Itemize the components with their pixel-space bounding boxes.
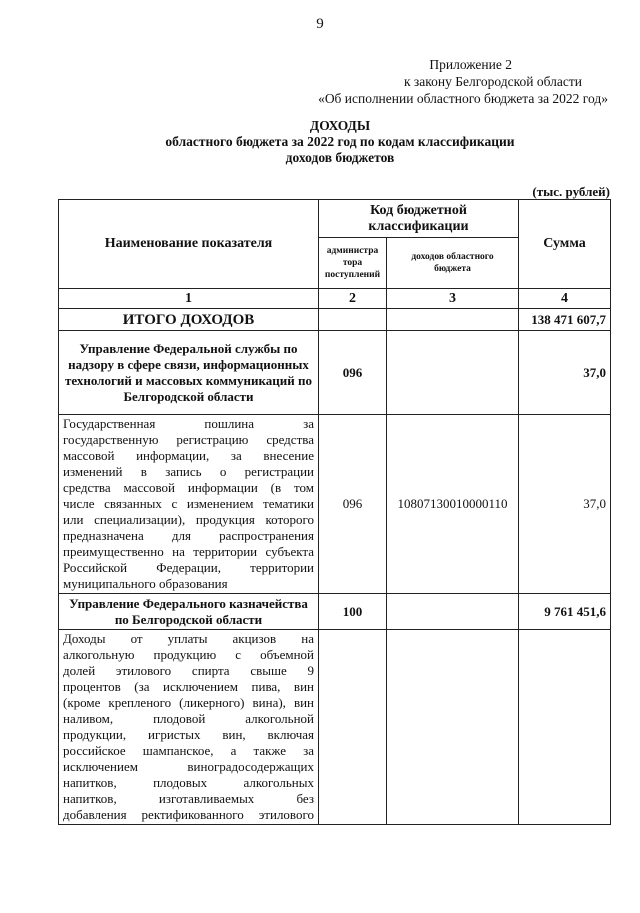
row-name-line: изменений в запись о регистрации	[63, 464, 314, 479]
row-name-line: продукции, игристых вин, включая	[63, 727, 314, 742]
column-number: 1	[59, 289, 319, 309]
total-sum: 138 471 607,7	[519, 309, 611, 331]
table-row	[59, 594, 611, 630]
row-name	[59, 415, 319, 594]
row-code: 10807130010000110	[387, 415, 519, 594]
table-row	[59, 331, 611, 415]
header-sum: Сумма	[519, 200, 611, 289]
total-label: ИТОГО ДОХОДОВ	[59, 309, 319, 331]
row-admin	[319, 630, 387, 825]
total-code	[387, 309, 519, 331]
row-name-line: Государственная пошлина за	[63, 416, 314, 431]
table-row	[59, 630, 611, 825]
row-name-line: Российской Федерации, территории	[63, 560, 314, 575]
row-code	[387, 594, 519, 630]
appendix-line-3: «Об исполнении областного бюджета за 2022 год»	[318, 91, 608, 106]
heading-title: ДОХОДЫ	[309, 118, 371, 133]
row-name-line: государственную регистрацию средства	[63, 432, 314, 447]
table-row	[59, 415, 611, 594]
document-heading	[0, 118, 640, 166]
header-income-code: доходов областного бюджета	[387, 238, 519, 289]
row-name-line: Доходы от уплаты акцизов на	[63, 631, 314, 646]
row-sum: 37,0	[519, 331, 611, 415]
row-admin: 096	[319, 415, 387, 594]
row-code	[387, 630, 519, 825]
row-name-line: (кроме крепленого (ликерного) вина), вин	[63, 695, 314, 710]
appendix-block	[318, 56, 608, 107]
row-name-line: исключением виноградосодержащих	[63, 759, 314, 774]
column-number: 2	[319, 289, 387, 309]
row-name: Управление Федеральной службы по надзору в сфере связи, информационных технологий и массовых коммуникаций по Белгородской области	[59, 331, 319, 415]
page-number: 9	[316, 16, 324, 32]
column-numbers-row	[59, 289, 611, 309]
row-name-line: российское шампанское, а также за	[63, 743, 314, 758]
heading-line-3: доходов бюджетов	[285, 150, 395, 165]
header-name: Наименование показателя	[59, 200, 319, 289]
row-name-line: добавления ректификованного этилового	[63, 807, 314, 822]
row-name-line: напитков, плодовых алкогольных	[63, 775, 314, 790]
row-name-line: алкогольную продукцию с объемной	[63, 647, 314, 662]
total-row	[59, 309, 611, 331]
row-name-line: наливом, плодовой алкогольной	[63, 711, 314, 726]
header-row-1	[59, 200, 611, 238]
row-sum: 9 761 451,6	[519, 594, 611, 630]
units-label: (тыс. рублей)	[532, 184, 610, 199]
row-name-line: преимущественно на территории субъекта	[63, 544, 314, 559]
row-admin: 096	[319, 331, 387, 415]
row-sum	[519, 630, 611, 825]
row-name-line: массовой информации, за внесение	[63, 448, 314, 463]
header-code-group: Код бюджетной классификации	[319, 200, 519, 238]
row-admin: 100	[319, 594, 387, 630]
row-sum: 37,0	[519, 415, 611, 594]
row-name	[59, 630, 319, 825]
row-name-line: процентов (за исключением пива, вин	[63, 679, 314, 694]
row-name: Управление Федерального казначейства по Белгородской области	[59, 594, 319, 630]
column-number: 4	[519, 289, 611, 309]
income-table	[58, 199, 611, 825]
heading-line-2: областного бюджета за 2022 год по кодам классификации	[165, 134, 515, 149]
header-admin: администра тора поступлений	[319, 238, 387, 289]
row-code	[387, 331, 519, 415]
row-name-line: муниципального образования	[63, 576, 228, 591]
appendix-line-2: к закону Белгородской области	[404, 74, 582, 89]
column-number: 3	[387, 289, 519, 309]
row-name-line: средства массовой информации (в том	[63, 480, 314, 495]
row-name-line: предназначена для распространения	[63, 528, 314, 543]
total-admin	[319, 309, 387, 331]
row-name-line: долей этилового спирта свыше 9	[63, 663, 314, 678]
row-name-line: напитков, изготавливаемых без	[63, 791, 314, 806]
appendix-line-1: Приложение 2	[429, 57, 512, 72]
row-name-line: или специализации), продукция которого	[63, 512, 314, 527]
row-name-line: числе связанных с изменением тематики	[63, 496, 314, 511]
